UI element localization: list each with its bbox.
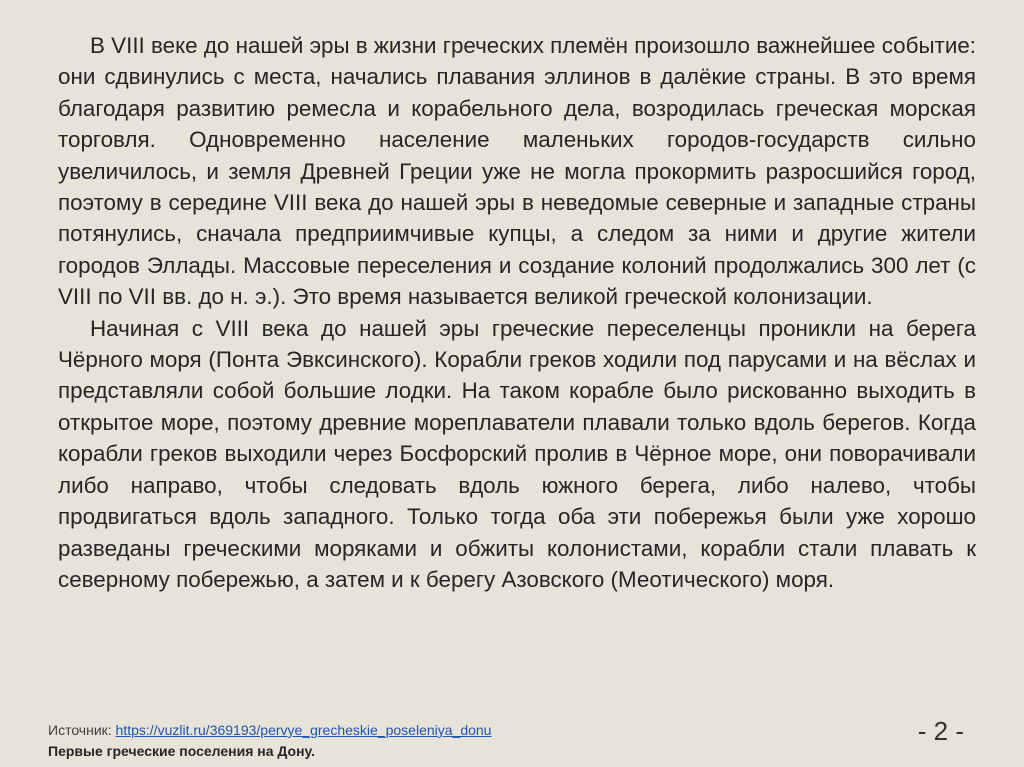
page-number: - 2 - bbox=[917, 716, 964, 746]
source-label: Источник: bbox=[48, 722, 112, 738]
body-text bbox=[58, 30, 976, 595]
footer-title: Первые греческие поселения на Дону. bbox=[48, 743, 316, 759]
paragraph-1: В VIII веке до нашей эры в жизни греческих племён произошло важнейшее событие: они сдвинулись с места, начались плавания эллинов в далёкие страны. В это время благодаря развитию ремесла и корабельного дела, возродилась греческая морская торговля. Одновременно население маленьких городов-государств сильно увеличилось, и земля Древней Греции уже не могла прокормить разросшийся город, поэтому в середине VIII века до нашей эры в неведомые северные и западные страны потянулись, сначала предприимчивые купцы, а следом за ними и другие жители городов Эллады. Массовые переселения и создание колоний продолжались 300 лет (с VIII по VII вв. до н. э.). Это время называется великой греческой колонизации. bbox=[58, 33, 976, 310]
source-link[interactable]: https://vuzlit.ru/369193/pervye_grecheskie_poseleniya_donu bbox=[115, 722, 492, 738]
paragraph-2: Начиная с VIII века до нашей эры греческие переселенцы проникли на берега Чёрного моря (Понта Эвксинского). Корабли греков ходили под парусами и на вёслах и представляли собой большие лодки. На таком корабле было рискованно выходить в открытое море, поэтому древние мореплаватели плавали только вдоль берегов. Когда корабли греков выходили через Босфорский пролив в Чёрное море, они поворачивали либо направо, чтобы следовать вдоль южного берега, либо налево, чтобы продвигаться вдоль западного. Только тогда оба эти побережья были уже хорошо разведаны греческими моряками и обжиты колонистами, корабли стали плавать к северному побережью, а затем и к берегу Азовского (Меотического) моря. bbox=[58, 315, 976, 592]
source-line bbox=[48, 722, 491, 738]
